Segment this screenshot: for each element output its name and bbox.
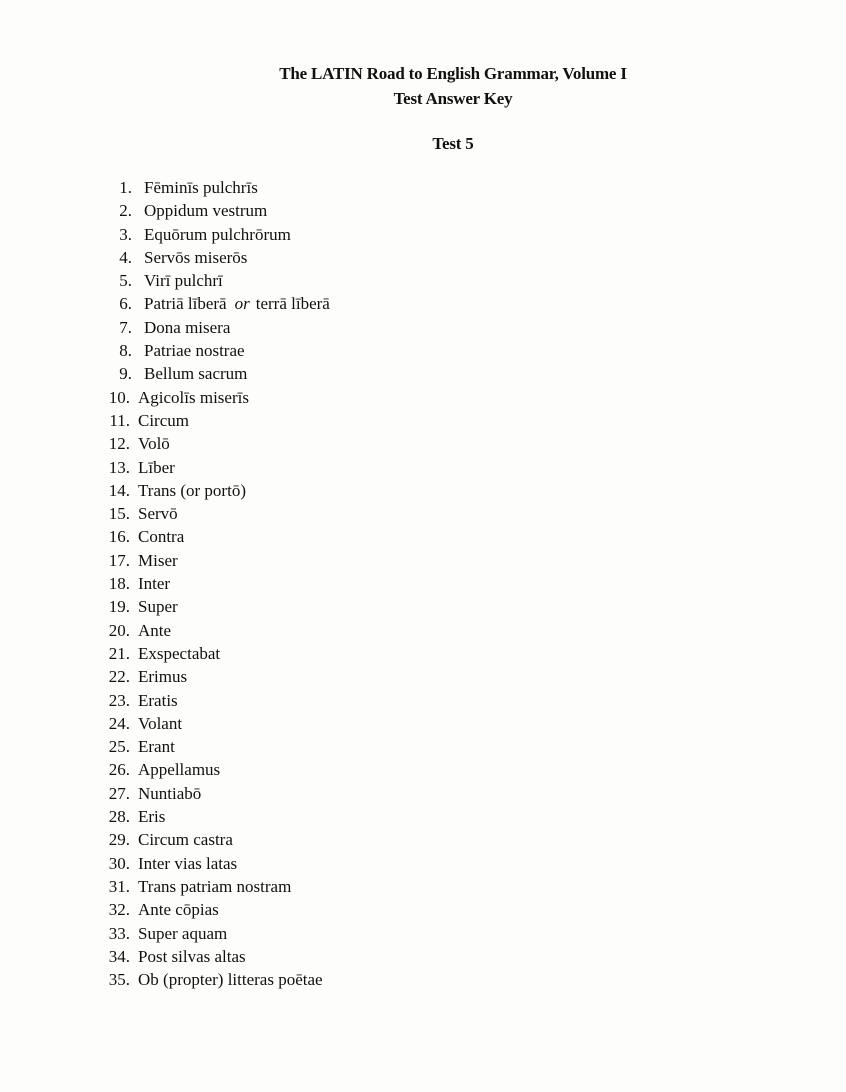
answer-number: 20. [108, 620, 130, 640]
answer-text: Ante [138, 620, 172, 640]
answer-text-wrap [144, 292, 330, 315]
answer-text: Exspectabat [138, 643, 221, 663]
answer-text: Eris [138, 807, 166, 827]
answer-text-wrap [138, 595, 178, 618]
answer-number: 33. [108, 923, 130, 943]
answer-text-wrap [138, 712, 182, 735]
answer-text-wrap [138, 409, 189, 432]
answer-number: 8. [119, 341, 132, 361]
answer-text: Super [138, 597, 178, 617]
answer-text-wrap [138, 525, 184, 548]
answer-number: 7. [119, 317, 132, 337]
answer-text: Servō [138, 504, 178, 524]
answer-number: 3. [119, 224, 132, 244]
answer-alternate-text: terrā līberā [255, 294, 330, 314]
answer-text-wrap [144, 223, 291, 246]
answer-text-wrap [144, 362, 247, 385]
answer-number: 14. [108, 480, 130, 500]
answer-text-wrap [138, 432, 170, 455]
answer-text-wrap [144, 316, 230, 339]
answer-text: Virī pulchrī [144, 271, 223, 291]
answer-number: 25. [108, 737, 130, 757]
answer-text-wrap [138, 758, 220, 781]
answer-text: Servōs miserōs [144, 247, 248, 267]
answer-text: Equōrum pulchrōrum [144, 224, 291, 244]
answer-text: Miser [138, 550, 178, 570]
answer-text-wrap [144, 339, 245, 362]
answer-number: 35. [108, 970, 130, 990]
answer-text-wrap [138, 665, 187, 688]
answer-text: Appellamus [138, 760, 221, 780]
answer-text-wrap [138, 549, 178, 572]
answer-text: Erimus [138, 667, 188, 687]
answer-text: Patriā līberā [144, 294, 227, 314]
answer-number: 10. [108, 387, 130, 407]
answer-text: Trans (or portō) [138, 480, 246, 500]
answer-number: 34. [108, 946, 130, 966]
answer-number: 18. [108, 574, 130, 594]
answer-text: Circum [138, 410, 189, 430]
answer-number: 4. [119, 247, 132, 267]
answer-text: Patriae nostrae [144, 341, 245, 361]
answer-text: Līber [138, 457, 175, 477]
answer-number: 29. [108, 830, 130, 850]
answer-number: 19. [108, 597, 130, 617]
answer-text: Trans patriam nostram [138, 876, 292, 896]
answer-number: 16. [108, 527, 130, 547]
answer-text-wrap [138, 572, 170, 595]
answer-number: 11. [109, 410, 130, 430]
answer-text-wrap [138, 456, 175, 479]
answer-text-wrap [144, 246, 247, 269]
answer-number: 22. [108, 667, 130, 687]
answer-number: 32. [108, 900, 130, 920]
answer-number: 27. [108, 783, 130, 803]
answer-text-wrap [138, 619, 171, 642]
answer-number: 17. [108, 550, 130, 570]
answer-text-wrap [138, 875, 291, 898]
answer-text-wrap [138, 805, 165, 828]
answer-text-wrap [138, 689, 178, 712]
answer-number: 1. [119, 178, 132, 197]
answer-text-wrap [138, 735, 175, 758]
answer-text-wrap [138, 898, 219, 921]
answer-text-wrap [138, 386, 249, 409]
answer-text: Nuntiabō [138, 783, 202, 803]
answer-or-connector: or [234, 294, 250, 314]
answer-number: 24. [108, 713, 130, 733]
answer-text: Ante cōpias [138, 900, 219, 920]
answer-text: Contra [138, 527, 185, 547]
answer-text-wrap [138, 922, 227, 945]
answer-number: 15. [108, 504, 130, 524]
test-heading: Test 5 [432, 134, 474, 153]
answer-text: Volant [138, 713, 183, 733]
document-title: The LATIN Road to English Grammar, Volume I [279, 64, 627, 83]
answer-text: Inter vias latas [138, 853, 238, 873]
answer-number: 30. [108, 853, 130, 873]
answer-text: Super aquam [138, 923, 228, 943]
answer-text-wrap [138, 642, 220, 665]
document-subtitle: Test Answer Key [393, 89, 513, 108]
answer-number: 2. [119, 201, 132, 221]
answer-text-wrap [144, 269, 223, 292]
answer-number: 6. [119, 294, 132, 314]
answer-text-wrap [138, 502, 178, 525]
answer-text-wrap [138, 782, 201, 805]
answer-number: 28. [108, 807, 130, 827]
answer-text-wrap [144, 199, 267, 222]
answer-text-wrap [138, 479, 246, 502]
answer-text: Agicolīs miserīs [138, 387, 249, 407]
answer-text-wrap [138, 852, 237, 875]
answer-number: 23. [108, 690, 130, 710]
answer-text: Erant [138, 737, 175, 757]
answer-text: Oppidum vestrum [144, 201, 268, 221]
answer-text: Bellum sacrum [144, 364, 248, 384]
answer-text: Ob (propter) litteras poētae [138, 970, 323, 990]
answer-text: Volō [138, 434, 170, 454]
answer-number: 12. [108, 434, 130, 454]
answer-text-wrap [144, 176, 258, 199]
answer-number: 5. [119, 271, 132, 291]
answer-text-wrap [138, 828, 233, 851]
answer-text: Fēminīs pulchrīs [144, 178, 258, 197]
answer-text: Circum castra [138, 830, 233, 850]
answer-text: Eratis [138, 690, 178, 710]
answer-number: 31. [108, 876, 130, 896]
answer-text: Dona misera [144, 317, 231, 337]
answer-text-wrap [138, 968, 323, 991]
answer-text: Post silvas altas [138, 946, 246, 966]
answer-number: 26. [108, 760, 130, 780]
answer-text: Inter [138, 574, 171, 594]
answer-number: 21. [108, 643, 130, 663]
answer-number: 9. [119, 364, 132, 384]
answer-text-wrap [138, 945, 246, 968]
answer-number: 13. [108, 457, 130, 477]
